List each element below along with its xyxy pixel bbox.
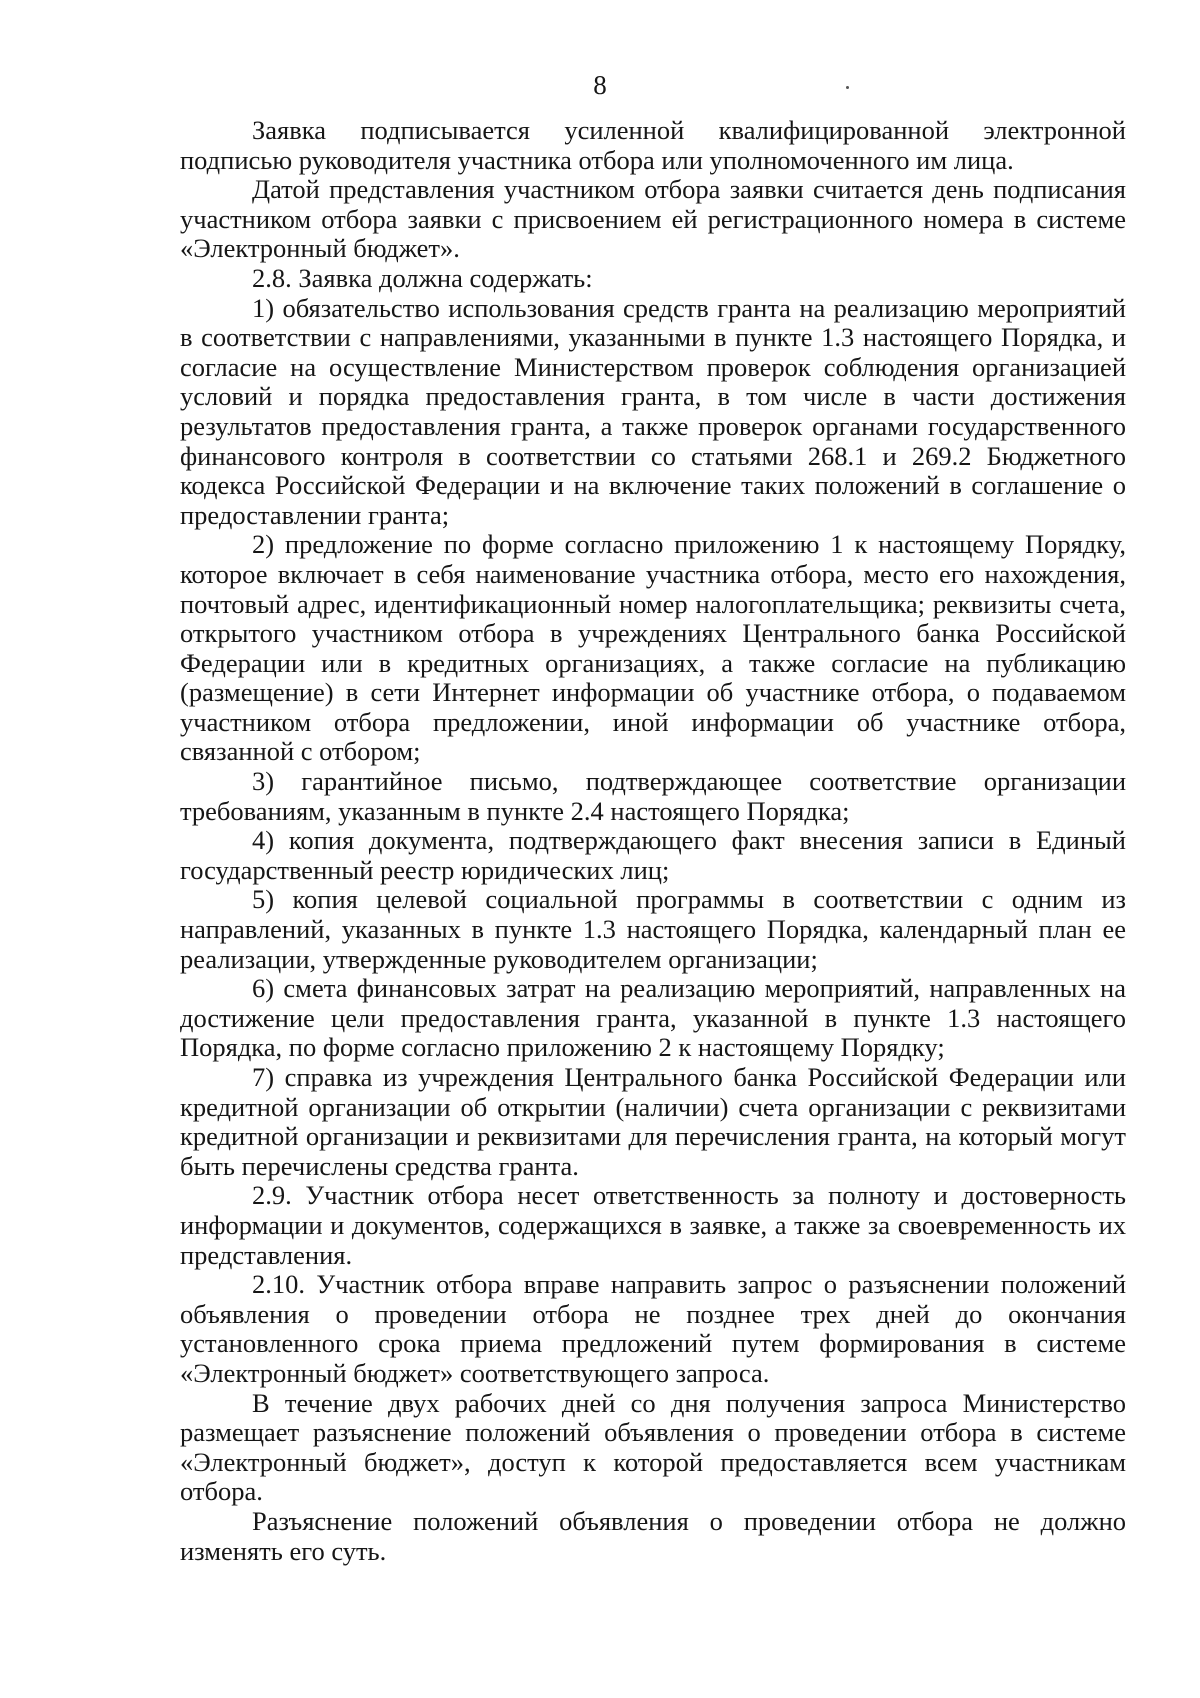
paragraph-signature: Заявка подписывается усиленной квалифицированной электронной подписью руководителя участника отбора или уполномоченного им лица. (180, 115, 1126, 175)
paragraph-item-5: 5) копия целевой социальной программы в соответствии с одним из направлений, указанных в пункте 1.3 настоящего Порядка, календарный план ее реализации, утвержденные руководителем организации; (180, 884, 1126, 974)
paragraph-clarification-timing: В течение двух рабочих дней со дня получения запроса Министерство размещает разъяснение положений объявления о проведении отбора в системе «Электронный бюджет», доступ к которой предоставляется всем участникам отбора. (180, 1387, 1126, 1507)
body-text (180, 116, 1126, 1566)
paragraph-item-1: 1) обязательство использования средств гранта на реализацию мероприятий в соответствии с направлениями, указанными в пункте 1.3 настоящего Порядка, и согласие на осуществление Министерством проверок соблюдения организацией условий и порядка предоставления гранта, в том числе в части достижения результатов предоставления гранта, а также проверок органами государственного финансового контроля в соответствии со статьями 268.1 и 269.2 Бюджетного кодекса Российской Федерации и на включение таких положений в соглашение о предоставлении гранта; (180, 292, 1126, 530)
scan-speck (846, 86, 849, 89)
paragraph-2-9: 2.9. Участник отбора несет ответственность за полноту и достоверность информации и документов, содержащихся в заявке, а также за своевременность их представления. (180, 1180, 1126, 1270)
paragraph-item-3: 3) гарантийное письмо, подтверждающее соответствие организации требованиям, указанным в пункте 2.4 настоящего Порядка; (180, 766, 1126, 826)
page-number: 8 (593, 70, 607, 100)
paragraph-submission-date: Датой представления участником отбора заявки считается день подписания участником отбора заявки с присвоением ей регистрационного номера в системе «Электронный бюджет». (180, 174, 1126, 264)
paragraph-2-10: 2.10. Участник отбора вправе направить запрос о разъяснении положений объявления о проведении отбора не позднее трех дней до окончания установленного срока приема предложений путем формирования в системе «Электронный бюджет» соответствующего запроса. (180, 1269, 1126, 1388)
paragraph-item-6: 6) смета финансовых затрат на реализацию мероприятий, направленных на достижение цели предоставления гранта, указанной в пункте 1.3 настоящего Порядка, по форме согласно приложению 2 к настоящему Порядку; (180, 973, 1126, 1063)
paragraph-2-8-heading: 2.8. Заявка должна содержать: (252, 262, 593, 293)
paragraph-item-7: 7) справка из учреждения Центрального банка Российской Федерации или кредитной организации об открытии (наличии) счета организации с реквизитами кредитной организации и реквизитами для перечисления гранта, на который могут быть перечислены средства гранта. (180, 1062, 1126, 1181)
paragraph-clarification-scope: Разъяснение положений объявления о проведении отбора не должно изменять его суть. (180, 1505, 1126, 1566)
paragraph-item-4: 4) копия документа, подтверждающего факт внесения записи в Единый государственный реестр юридических лиц; (180, 825, 1126, 885)
paragraph-item-2: 2) предложение по форме согласно приложению 1 к настоящему Порядку, которое включает в себя наименование участника отбора, место его нахождения, почтовый адрес, идентификационный номер налогоплательщика; реквизиты счета, открытого участником отбора в учреждениях Центрального банка Российской Федерации или в кредитных организациях, а также согласие на публикацию (размещение) в сети Интернет информации об участнике отбора, о подаваемом участником отбора предложении, иной информации об участнике отбора, связанной с отбором; (180, 529, 1126, 767)
